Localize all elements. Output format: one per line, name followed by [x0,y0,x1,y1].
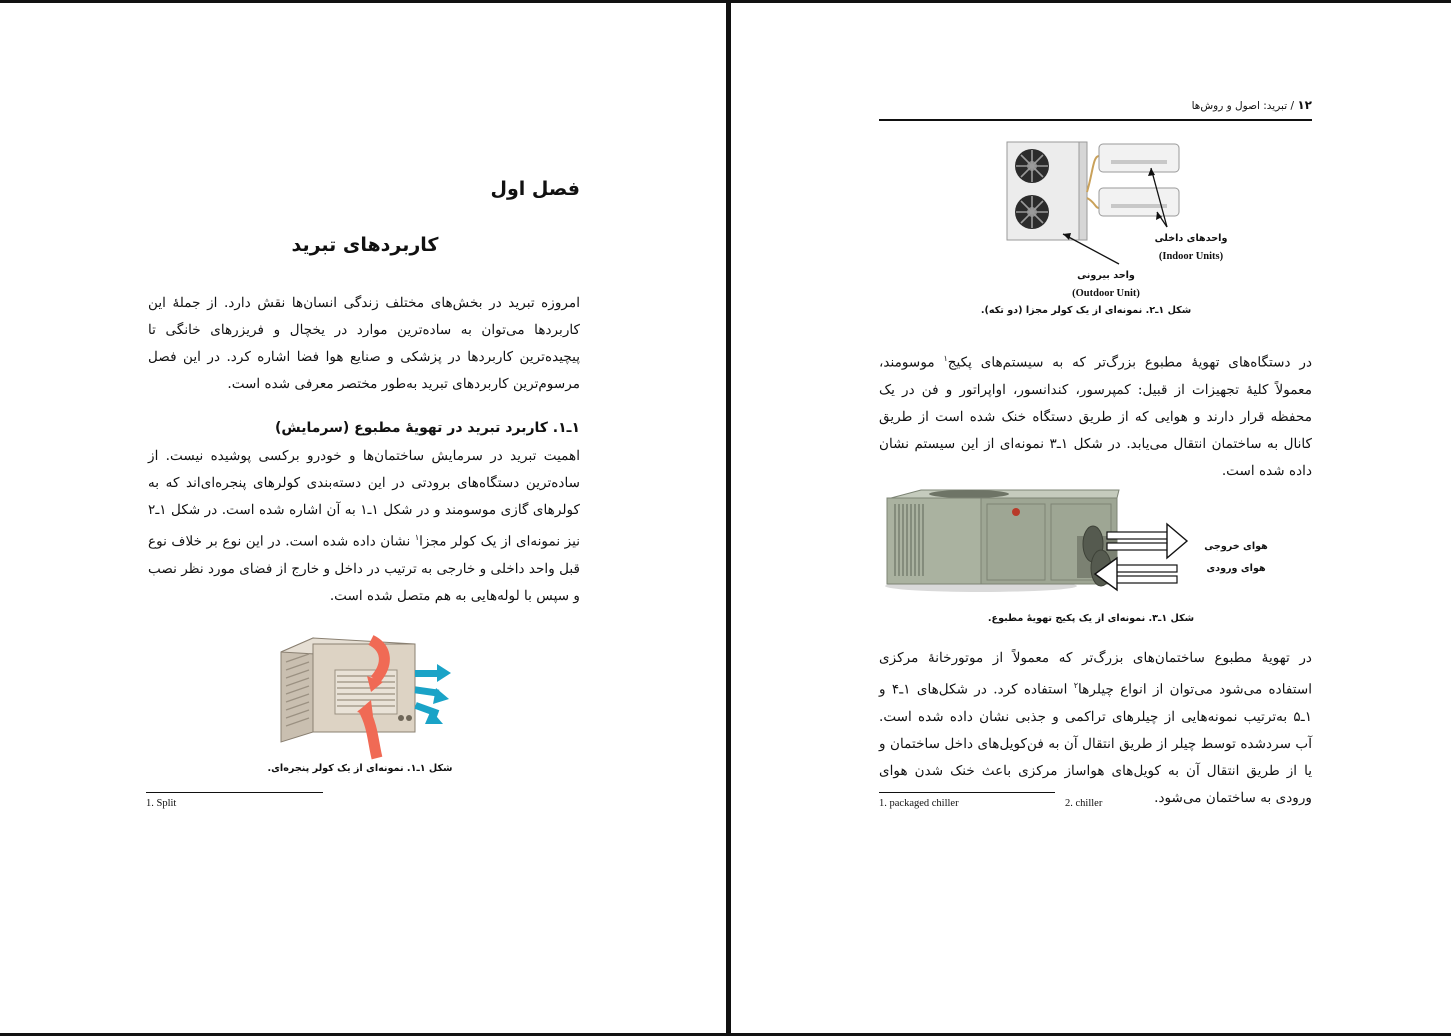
footnote-split: 1. Split [146,798,177,809]
figure-1-3-caption: شکل ۱ـ۳. نمونه‌ای از یک پکیج تهویهٔ مطبوع. [987,613,1195,624]
outlet-air-label: هوای خروجی [1204,541,1268,552]
chapter-heading: فصل اول [490,178,580,200]
header-rule [879,119,1312,121]
para2-text-a: در تهویهٔ مطبوع ساختمان‌های بزرگ‌تر که معمولاً از موتورخانهٔ مرکزی استفاده می‌شود می‌توان از انواع چیلرها [879,650,1313,698]
para2-text-b: استفاده کرد. در شکل‌های ۱ـ۴ و ۱ـ۵ به‌ترتیب نمونه‌هایی از چیلرهای تراکمی و جذبی نشان داده شده است. آب سردشده توسط چیلر از طریق انتقال آن به فن‌کویل‌های داخل ساختمان و یا از طریق انتقال آن به کویل‌های هواساز مرکزی باعث خنک شدن هوای ورودی به ساختمان می‌شود. [879,681,1312,806]
intro-paragraph: امروزه تبرید در بخش‌های مختلف زندگی انسان‌ها نقش دارد. از جملهٔ این کاربردها می‌توان به ساده‌ترین موارد در یخچال و فریزرهای خانگی تا پیچیده‌ترین کاربردها در پزشکی و صنایع هوا فضا اشاره کرد. در این فصل مرسوم‌ترین کاربردهای تبرید به‌طور مختصر معرفی شده است. [148,295,580,392]
indoor-units-label-en: (Indoor Units) [1158,251,1224,262]
right-page [731,0,1451,1036]
package-paragraph [879,345,1312,485]
section-paragraph [148,443,580,610]
footnote-ref-1: ۱ [414,533,420,542]
figure-1-1-caption: شکل ۱ـ۱. نمونه‌ای از یک کولر پنجره‌ای. [267,763,453,774]
footnote-rule [146,792,323,793]
section-text-a: اهمیت تبرید در سرمایش ساختمان‌ها و خودرو برکسی پوشیده نیست. از ساده‌ترین دستگاه‌های برودتی در این دسته‌بندی کولرهای پنجره‌ای‌اند که به کولرهای گازی موسومند و در شکل ۱ـ۱ به آن اشاره شده است. در شکل ۱ـ۲ نیز نمونه‌ای از یک کولر مجزا [148,448,580,550]
footnote-chiller: 2. chiller [1065,798,1103,809]
window-ac-figure [275,630,455,760]
footnote-packaged-chiller: 1. packaged chiller [879,798,959,809]
running-header [1012,98,1312,112]
footnote-ref-3: ۲ [1073,681,1079,690]
split-ac-figure [1001,132,1261,312]
outdoor-unit-label-en: (Outdoor Unit) [1072,288,1140,299]
chapter-title: کاربردهای تبرید [291,234,439,256]
section-heading: ۱ـ۱. کاربرد تبرید در تهویهٔ مطبوع (سرمایش) [275,420,580,436]
inlet-air-label: هوای ورودی [1206,563,1266,574]
outdoor-unit-label: واحد بیرونی [1077,270,1135,281]
figure-1-2-caption: شکل ۱ـ۲. نمونه‌ای از یک کولر مجزا (دو تکه). [980,305,1192,316]
footnote-rule [879,792,1055,793]
para1-text-b: موسومند، معمولاً کلیهٔ تجهیزات از قبیل: کمپرسور، کندانسور، اواپراتور و فن در یک محفظه قرار دارند و هوایی که از طریق دستگاه خنک شده است از طریق کانال به ساختمان انتقال می‌یابد. در شکل ۱ـ۳ نمونه‌ای از این سیستم نشان داده شده است. [879,354,1312,479]
chiller-paragraph [879,645,1312,812]
page-number: ۱۲ [1297,98,1312,112]
header-separator: / [1287,100,1298,112]
running-title: تبرید: اصول و روش‌ها [1191,100,1288,112]
indoor-units-label: واحدهای داخلی [1154,233,1228,244]
footnote-ref-2: ۱ [943,354,948,363]
package-unit-figure [881,486,1191,594]
section-text-b: نشان داده شده است. در این نوع بر خلاف نوع قبل واحد داخلی و خارجی به ترتیب در داخل و خارج از فضای مورد نظر نصب و سپس با لوله‌هایی به هم متصل شده است. [148,533,580,604]
para1-text-a: در دستگاه‌های تهویهٔ مطبوع بزرگ‌تر که به سیستم‌های پکیج [947,354,1313,371]
